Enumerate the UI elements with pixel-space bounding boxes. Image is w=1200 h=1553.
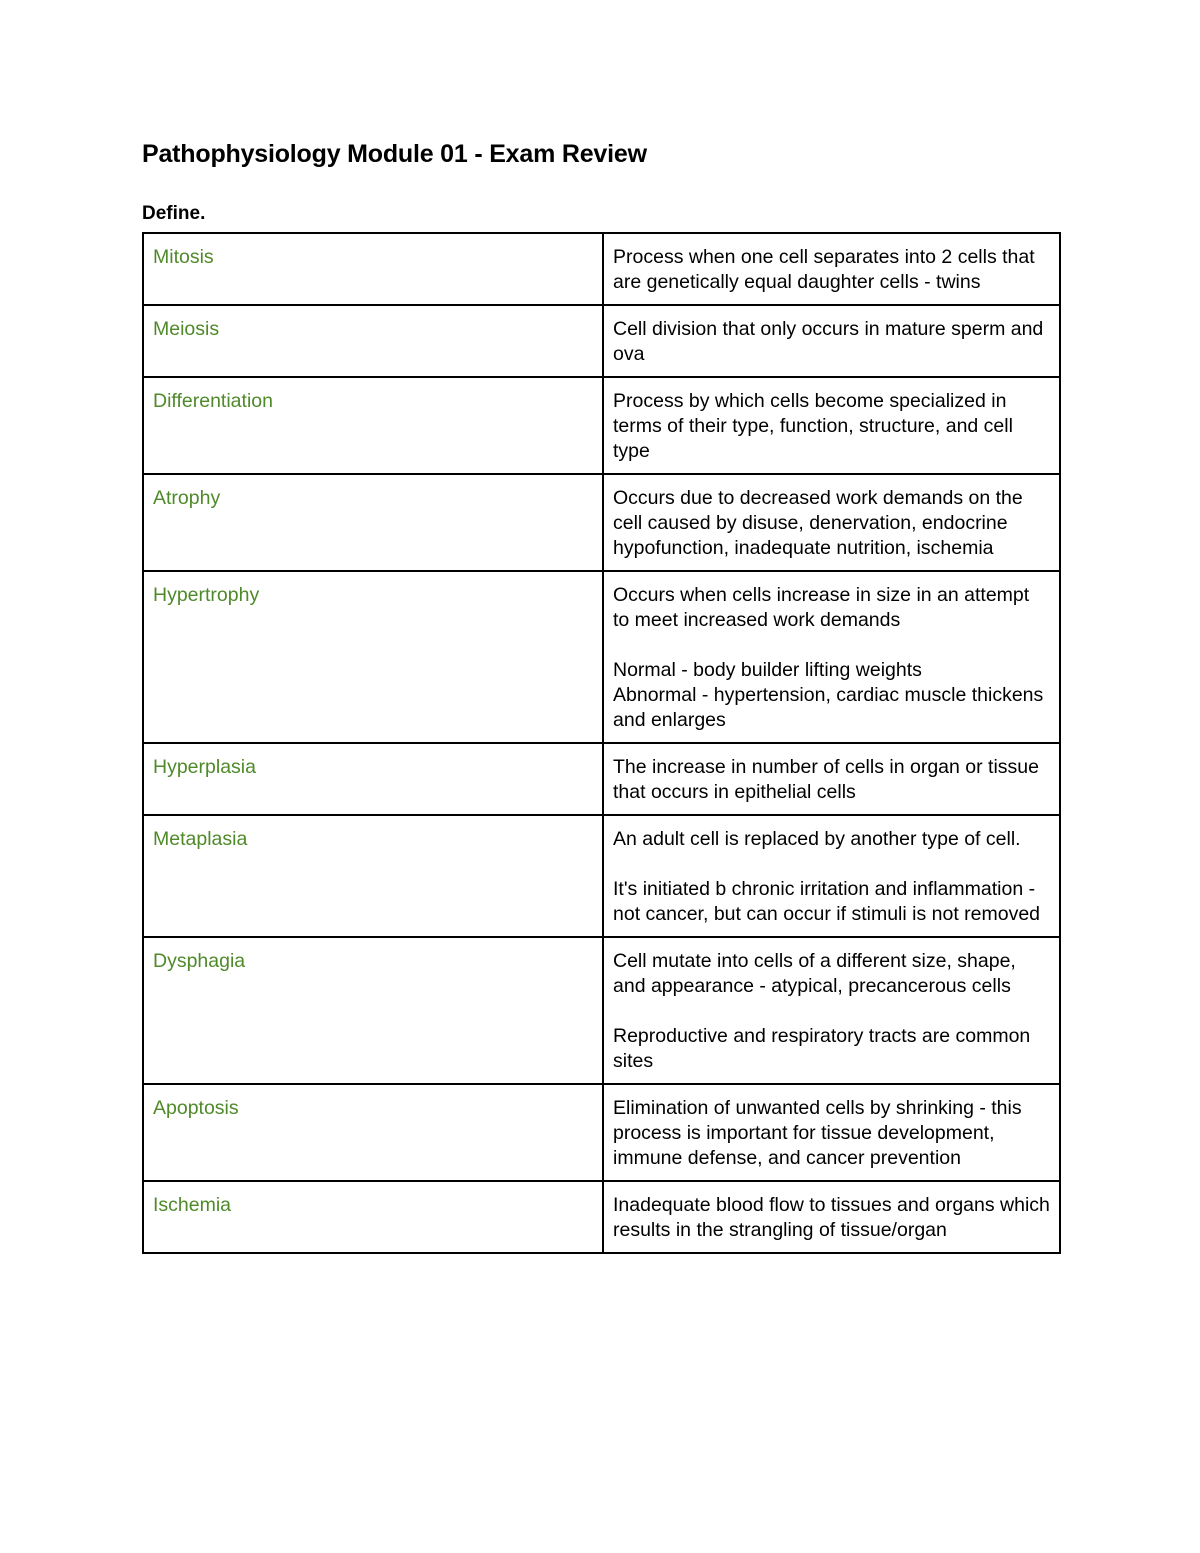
definition-paragraph: Inadequate blood flow to tissues and organs which results in the strangling of tissue/organ [613,1194,1050,1241]
definition-cell [603,474,1060,571]
definition-paragraph: Process by which cells become specialized in terms of their type, function, structure, and cell type [613,390,1013,462]
term-cell: Meiosis [143,305,603,377]
table-row [143,305,1060,377]
term-cell: Apoptosis [143,1084,603,1181]
definition-paragraph: The increase in number of cells in organ or tissue that occurs in epithelial cells [613,756,1039,803]
term-cell: Hypertrophy [143,571,603,743]
definition-cell [603,815,1060,937]
document-title: Pathophysiology Module 01 - Exam Review [142,140,647,168]
table-row [143,1084,1060,1181]
definition-paragraph: Normal - body builder lifting weights Abnormal - hypertension, cardiac muscle thickens and enlarges [613,659,1044,731]
definition-paragraph: It's initiated b chronic irritation and inflammation - not cancer, but can occur if stimuli is not removed [613,878,1041,925]
table-row [143,743,1060,815]
term-cell: Dysphagia [143,937,603,1084]
term-cell: Mitosis [143,233,603,305]
table-row [143,377,1060,474]
definition-cell [603,937,1060,1084]
term-cell: Differentiation [143,377,603,474]
table-row [143,571,1060,743]
term-cell: Metaplasia [143,815,603,937]
definition-cell [603,377,1060,474]
definition-paragraph: Cell division that only occurs in mature sperm and ova [613,318,1044,365]
definitions-table [142,232,1061,1254]
definition-cell [603,305,1060,377]
definition-cell [603,1181,1060,1253]
table-row [143,815,1060,937]
term-cell: Atrophy [143,474,603,571]
definition-paragraph: Occurs due to decreased work demands on the cell caused by disuse, denervation, endocrine hypofunction, inadequate nutrition, ischemia [613,487,1023,559]
term-cell: Ischemia [143,1181,603,1253]
table-row [143,474,1060,571]
table-row [143,1181,1060,1253]
term-cell: Hyperplasia [143,743,603,815]
definition-cell [603,233,1060,305]
definition-paragraph: Elimination of unwanted cells by shrinking - this process is important for tissue development, immune defense, and cancer prevention [613,1097,1022,1169]
table-row [143,937,1060,1084]
definition-paragraph: Reproductive and respiratory tracts are common sites [613,1025,1031,1072]
definition-paragraph: Process when one cell separates into 2 cells that are genetically equal daughter cells - twins [613,246,1035,293]
definition-cell [603,571,1060,743]
definition-cell [603,743,1060,815]
table-row [143,233,1060,305]
definition-paragraph: Cell mutate into cells of a different size, shape, and appearance - atypical, precancerous cells [613,950,1016,997]
definition-paragraph: Occurs when cells increase in size in an attempt to meet increased work demands [613,584,1030,631]
definition-cell [603,1084,1060,1181]
definition-paragraph: An adult cell is replaced by another type of cell. [613,828,1021,850]
section-label: Define. [142,203,206,224]
